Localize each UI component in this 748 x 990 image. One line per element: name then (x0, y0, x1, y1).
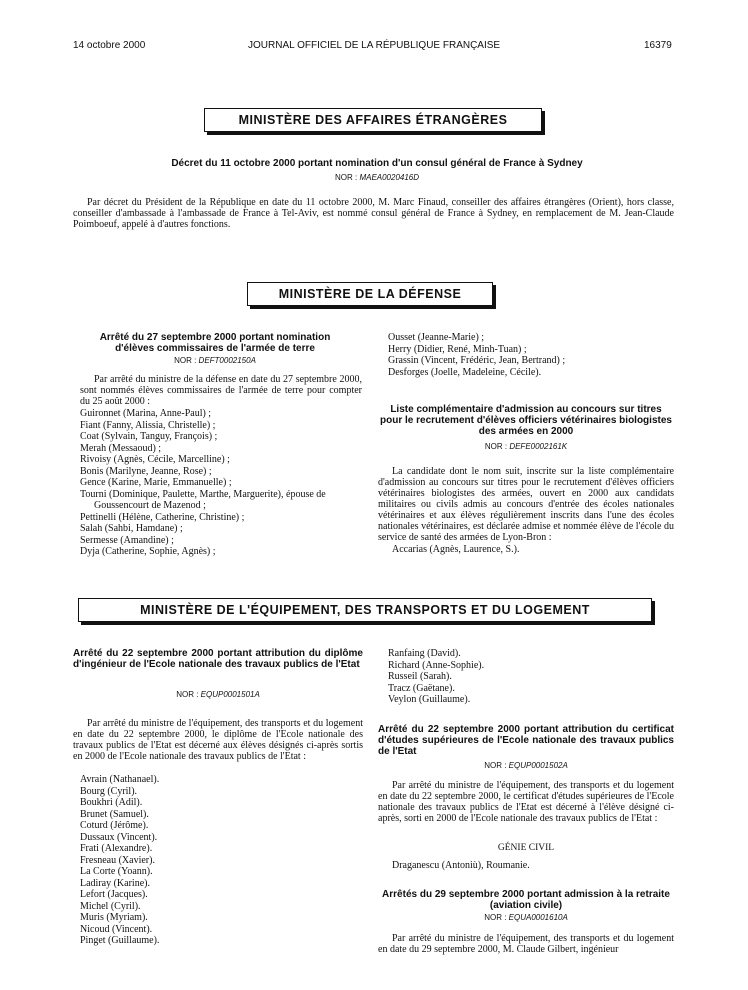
decree-title: Décret du 11 octobre 2000 portant nomination d'un consul général de France à Sydney (171, 158, 583, 169)
list-item: Dyja (Catherine, Sophie, Agnès) ; (80, 546, 216, 557)
list-item: Fiant (Fanny, Alissia, Christelle) ; (80, 419, 216, 431)
list-item: Ladiray (Karine). (80, 877, 150, 889)
arrete-diplome-ingenieur-nor: NOR : EQUP0001501A (176, 690, 260, 699)
list-item: Dussaux (Vincent). (80, 831, 158, 843)
candidate-name: Accarias (Agnès, Laurence, S.). (392, 544, 520, 555)
list-item: Brunet (Samuel). (80, 808, 149, 820)
list-item: La Corte (Yoann). (80, 866, 153, 877)
ministry-heading-equipement: MINISTÈRE DE L'ÉQUIPEMENT, DES TRANSPORTS ET DU LOGEMENT (78, 598, 652, 622)
list-item: Tourni (Dominique, Paulette, Marthe, Marguerite), épouse de Goussencourt de Mazenod ; (80, 488, 326, 511)
list-item: Avrain (Nathanael). (80, 774, 160, 785)
list-item: Rivoisy (Agnès, Cécile, Marcelline) ; (80, 454, 230, 465)
list-item: Gence (Karine, Marie, Emmanuelle) ; (80, 477, 232, 488)
list-item: Ranfaing (David). (388, 648, 461, 659)
list-item: Desforges (Joelle, Madeleine, Cécile). (388, 366, 542, 378)
list-item: Lefort (Jacques). (80, 889, 148, 900)
list-item: Salah (Sahbi, Hamdane) ; (80, 523, 183, 534)
liste-complementaire-nor: NOR : DEFE0002161K (484, 442, 568, 451)
ministry-heading-affaires-etrangeres: MINISTÈRE DES AFFAIRES ÉTRANGÈRES (204, 108, 542, 132)
list-item: Richard (Anne-Sophie). (388, 659, 485, 671)
list-item: Fresneau (Xavier). (80, 854, 155, 866)
journal-title: JOURNAL OFFICIEL DE LA RÉPUBLIQUE FRANÇAISE (248, 40, 501, 51)
list-item: Sermesse (Amandine) ; (80, 534, 174, 546)
arretes-retraite-body: Par arrêté du ministre de l'équipement, des transports et du logement en date du 29 septembre 2000, M. Claude Gilbert, ingénieur (378, 933, 674, 955)
arrete-diplome-ingenieur-title: Arrêté du 22 septembre 2000 portant attribution du diplôme d'ingénieur de l'Ecole nationale des travaux publics de l'Etat (73, 648, 363, 670)
list-item: Russeil (Sarah). (388, 671, 452, 682)
list-item: Ousset (Jeanne-Marie) ; (388, 332, 485, 343)
arrete-certificat-nor: NOR : EQUP0001502A (484, 761, 568, 770)
diplome-ingenieur-list (80, 774, 362, 947)
eleves-commissaires-list (80, 408, 362, 558)
ministry-heading-defense: MINISTÈRE DE LA DÉFENSE (247, 282, 493, 306)
list-item: Boukhri (Adil). (80, 797, 143, 808)
header-date: 14 octobre 2000 (73, 40, 146, 51)
list-item: Coturd (Jérôme). (80, 820, 149, 831)
arretes-retraite-title: Arrêtés du 29 septembre 2000 portant admission à la retraite (aviation civile) (382, 889, 670, 911)
list-item: Pettinelli (Hélène, Catherine, Christine) ; (80, 511, 245, 523)
arrete-certificat-title: Arrêté du 22 septembre 2000 portant attribution du certificat d'études supérieures de l'Ecole nationale des travaux publics de l'Etat (378, 724, 674, 757)
section-genie-civil: GÉNIE CIVIL (497, 843, 555, 853)
list-item: Muris (Myriam). (80, 912, 148, 923)
diplome-ingenieur-list-continued (388, 648, 678, 706)
list-item: Guironnet (Marina, Anne-Paul) ; (80, 408, 212, 419)
list-item: Nicoud (Vincent). (80, 923, 153, 935)
page-number: 16379 (644, 40, 672, 51)
list-item: Pinget (Guillaume). (80, 935, 160, 946)
liste-complementaire-body: La candidate dont le nom suit, inscrite sur la liste complémentaire d'admission au concours sur titres pour le recrutement d'élèves officiers vétérinaires biologistes des armées, ouvert en 2000 aux candidats militaires ou civils admis au concours d'entrée des écoles nationales vétérinaires et aux élèves régulièrement inscrits dans l'une des écoles nationales vétérinaires, est déclarée admise et nommée élève de l'école du service de santé des armées de Lyon-Bron : (378, 466, 674, 543)
arrete-certificat-body: Par arrêté du ministre de l'équipement, des transports et du logement en date du 22 septembre 2000, le certificat d'études supérieures de l'Ecole nationale des travaux publics de l'Etat est décerné à l'élève désigné ci-après, sorti en 2000 de l'Ecole nationale des travaux publics de l'Etat : (378, 780, 674, 824)
certificat-name: Draganescu (Antoniù), Roumanie. (392, 860, 530, 871)
list-item: Veylon (Guillaume). (388, 694, 471, 705)
list-item: Coat (Sylvain, Tanguy, François) ; (80, 431, 218, 442)
list-item: Herry (Didier, René, Minh-Tuan) ; (388, 343, 527, 355)
list-item: Merah (Messaoud) ; (80, 442, 162, 454)
list-item: Bourg (Cyril). (80, 785, 138, 797)
arrete-diplome-ingenieur-intro: Par arrêté du ministre de l'équipement, des transports et du logement en date du 22 septembre 2000, le diplôme de l'Ecole nationale des travaux publics de l'Etat est décerné aux élèves désignés ci-après sortis en 2000 de l'Ecole nationale des travaux publics de l'Etat : (73, 718, 363, 762)
liste-complementaire-title: Liste complémentaire d'admission au concours sur titres pour le recrutement d'élèves officiers vétérinaires biologistes des armées en 2000 (380, 404, 672, 437)
list-item: Grassin (Vincent, Frédéric, Jean, Bertrand) ; (388, 355, 566, 366)
decree-body: Par décret du Président de la République en date du 11 octobre 2000, M. Marc Finaud, conseiller des affaires étrangères (Orient), hors classe, conseiller d'ambassade à l'ambassade de France à Tel-Aviv, est nommé consul général de France à Sydney, en remplacement de M. Jean-Claude Poimboeuf, appelé à d'autres fonctions. (73, 197, 674, 230)
list-item: Tracz (Gaëtane). (388, 682, 455, 694)
list-item: Michel (Cyril). (80, 900, 141, 912)
decree-nor: NOR : MAEA0020416D (334, 173, 420, 182)
arrete-eleves-commissaires-nor: NOR : DEFT0002150A (174, 356, 256, 365)
arretes-retraite-nor: NOR : EQUA0001610A (484, 913, 568, 922)
arrete-eleves-commissaires-title: Arrêté du 27 septembre 2000 portant nomination d'élèves commissaires de l'armée de terre (99, 332, 331, 354)
eleves-commissaires-list-continued (388, 332, 678, 378)
list-item: Frati (Alexandre). (80, 843, 153, 854)
list-item: Bonis (Marilyne, Jeanne, Rose) ; (80, 465, 212, 477)
arrete-eleves-commissaires-intro: Par arrêté du ministre de la défense en date du 27 septembre 2000, sont nommés élèves commissaires de l'armée de terre pour compter du 25 août 2000 : (80, 374, 362, 407)
